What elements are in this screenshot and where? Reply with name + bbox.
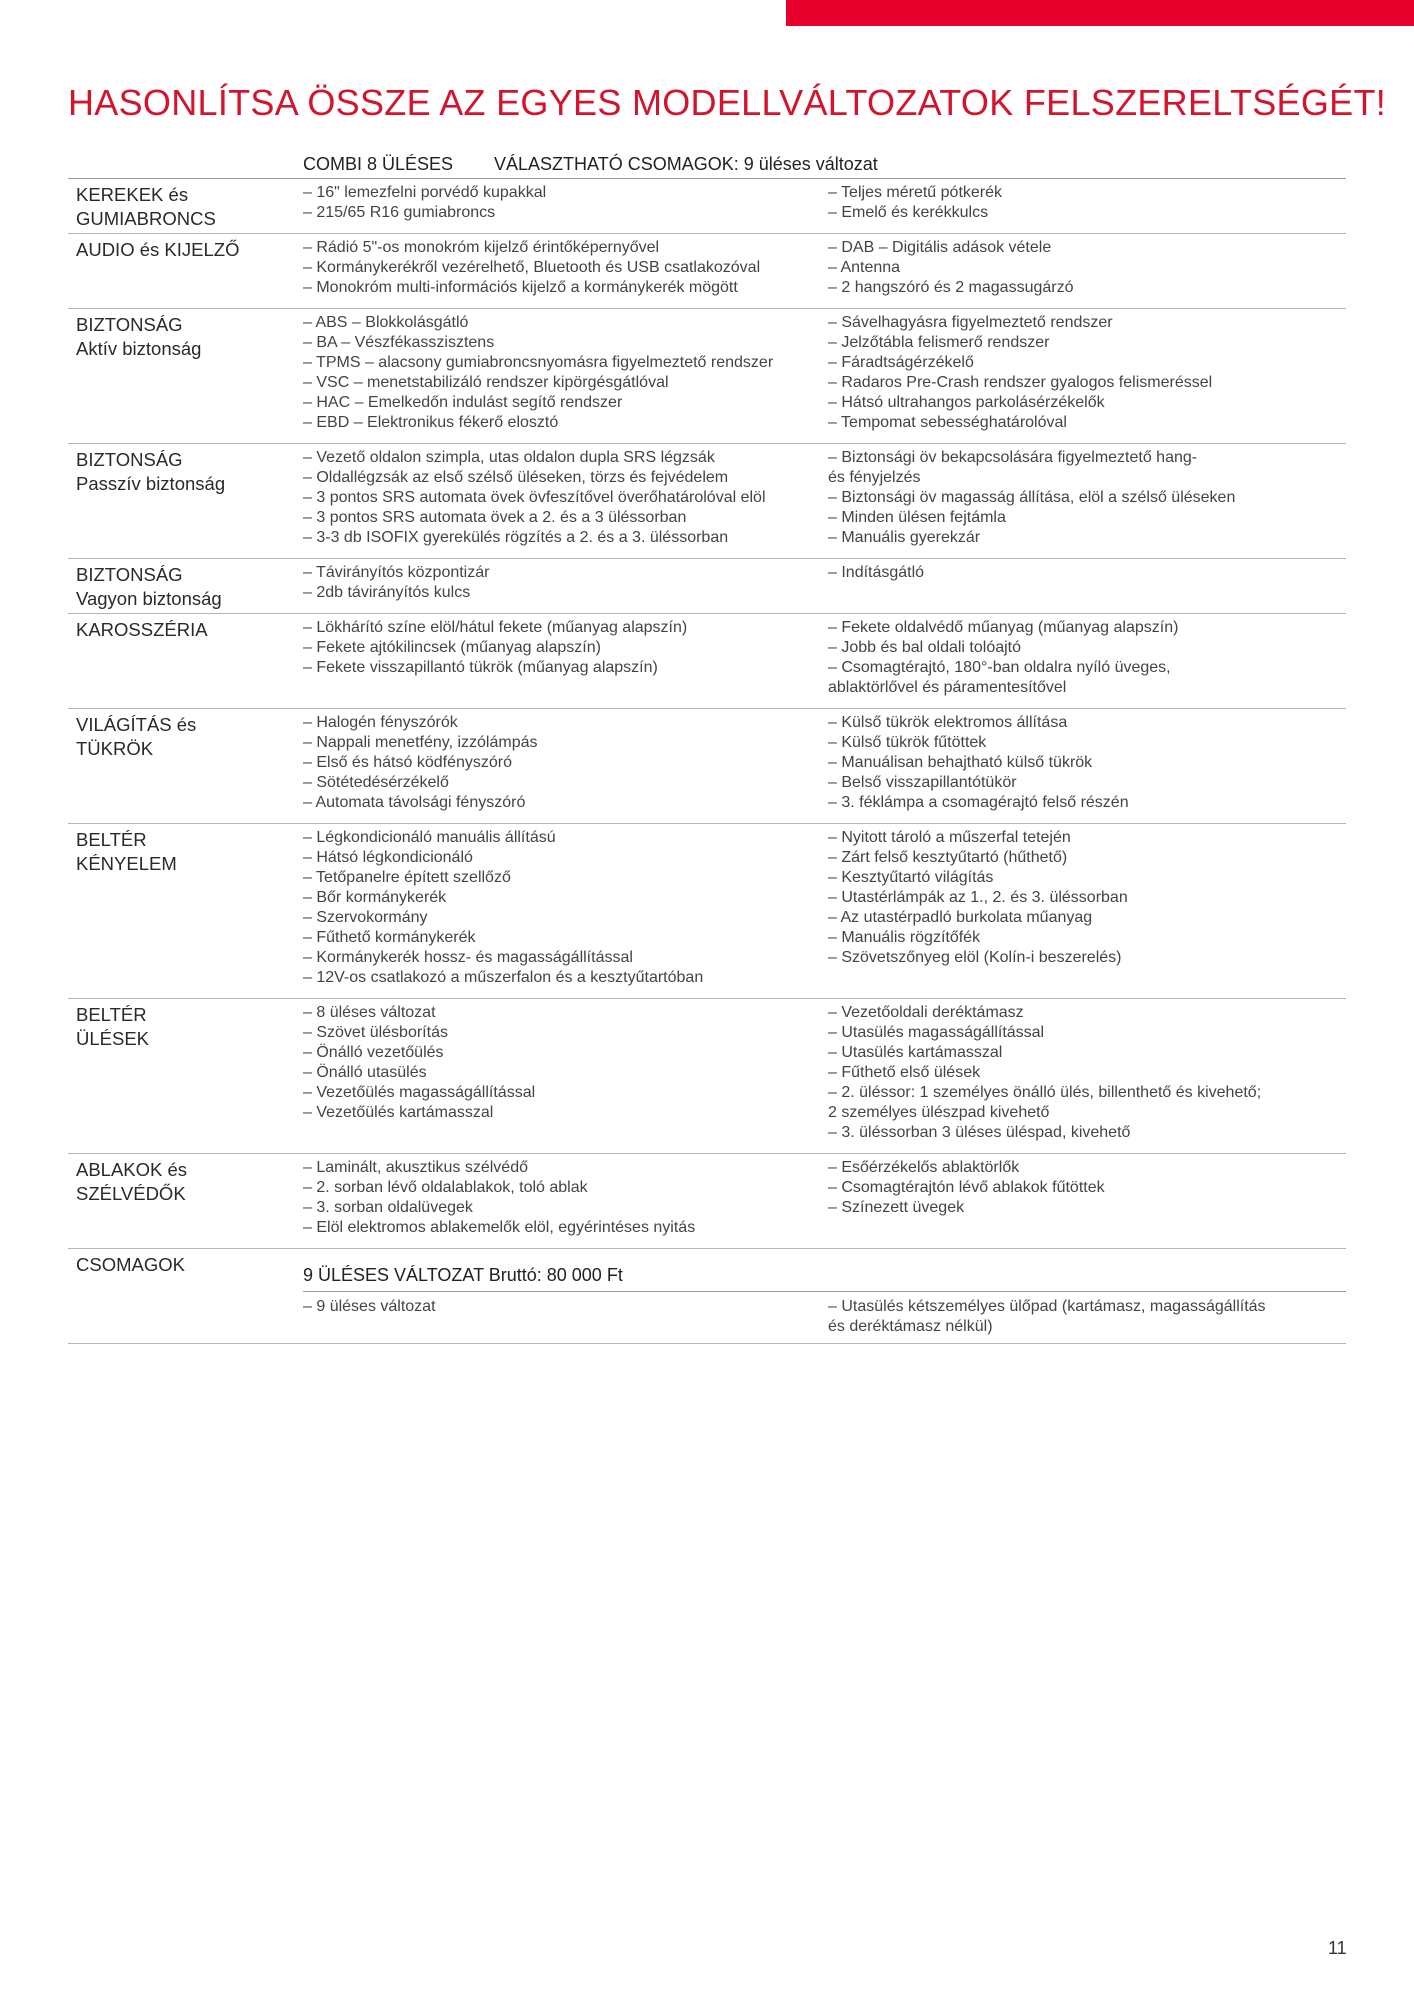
category-line: TÜKRÖK — [76, 738, 154, 759]
feature-item: – EBD – Elektronikus fékerő elosztó — [303, 414, 559, 431]
feature-item: – 2. üléssor: 1 személyes önálló ülés, billenthető és kivehető; — [828, 1084, 1262, 1101]
feature-item: – Fekete ajtókilincsek (műanyag alapszín) — [303, 639, 601, 656]
table-row — [68, 234, 1346, 309]
feature-item: – Rádió 5"-os monokróm kijelző érintőképernyővel — [303, 239, 660, 256]
category-line: AUDIO és KIJELZŐ — [76, 239, 240, 260]
category-line: KEREKEK és — [76, 184, 189, 205]
row-category — [76, 563, 222, 611]
category-line: ÜLÉSEK — [76, 1028, 150, 1049]
feature-item: – TPMS – alacsony gumiabroncsnyomásra figyelmeztető rendszer — [303, 354, 774, 371]
row-right-list — [828, 828, 1128, 968]
feature-item: – Biztonsági öv magasság állítása, elöl a szélső üléseken — [828, 489, 1236, 506]
column-header-packages: VÁLASZTHATÓ CSOMAGOK: 9 üléses változat — [494, 154, 878, 174]
feature-item: – Önálló utasülés — [303, 1064, 427, 1081]
feature-item: – Manuálisan behajtható külső tükrök — [828, 754, 1093, 771]
row-left-list — [303, 183, 546, 223]
category-line: KAROSSZÉRIA — [76, 619, 208, 640]
feature-item: – Csomagtérajtón lévő ablakok fűtöttek — [828, 1179, 1105, 1196]
table-row — [68, 309, 1346, 444]
feature-item: – Antenna — [828, 259, 901, 276]
row-category — [76, 1158, 187, 1206]
feature-item: – Hátsó légkondicionáló — [303, 849, 473, 866]
feature-item: – Sávelhagyásra figyelmeztető rendszer — [828, 314, 1113, 331]
feature-item: – Oldallégzsák az első szélső üléseken, törzs és fejvédelem — [303, 469, 729, 486]
feature-item: – 3. féklámpa a csomagérajtó felső részén — [828, 794, 1129, 811]
row-category — [76, 618, 208, 642]
feature-item: – Automata távolsági fényszóró — [303, 794, 526, 811]
feature-item: – 2db távirányítós kulcs — [303, 584, 471, 601]
feature-item: – Nyitott tároló a műszerfal tetején — [828, 829, 1071, 846]
packages-right-list — [828, 1297, 1266, 1337]
feature-item: – 3. üléssorban 3 üléses üléspad, kivehető — [828, 1124, 1131, 1141]
row-category — [76, 1003, 149, 1051]
feature-item: – Csomagtérajtó, 180°-ban oldalra nyíló üveges, — [828, 659, 1171, 676]
feature-item: – BA – Vészfékasszisztens — [303, 334, 495, 351]
column-header-combi: COMBI 8 ÜLÉSES — [303, 154, 454, 174]
row-right-list — [828, 563, 924, 583]
feature-item: – Vezetőülés kartámasszal — [303, 1104, 494, 1121]
table-row — [68, 444, 1346, 559]
feature-item: – Manuális rögzítőfék — [828, 929, 981, 946]
row-left-list — [303, 563, 489, 603]
row-left-list — [303, 828, 703, 988]
equipment-table — [68, 150, 1346, 1344]
feature-item: – Lökhárító színe elöl/hátul fekete (műanyag alapszín) — [303, 619, 688, 636]
feature-item: – Vezetőülés magasságállítással — [303, 1084, 536, 1101]
feature-item: – Emelő és kerékkulcs — [828, 204, 989, 221]
feature-item: – VSC – menetstabilizáló rendszer kipörgésgátlóval — [303, 374, 669, 391]
feature-item: – Fűthető kormánykerék — [303, 929, 476, 946]
feature-item: – Biztonsági öv bekapcsolására figyelmeztető hang- — [828, 449, 1198, 466]
feature-item: – 3 pontos SRS automata övek a 2. és a 3 üléssorban — [303, 509, 687, 526]
feature-item: – Külső tükrök fűtöttek — [828, 734, 987, 751]
feature-item: – Távirányítós központizár — [303, 564, 490, 581]
packages-heading: 9 ÜLÉSES VÁLTOZAT Bruttó: 80 000 Ft — [303, 1265, 1346, 1292]
row-left-list — [303, 713, 538, 813]
feature-item: – Zárt felső kesztyűtartó (hűthető) — [828, 849, 1068, 866]
feature-item: – Vezető oldalon szimpla, utas oldalon dupla SRS légzsák — [303, 449, 715, 466]
feature-item: – Monokróm multi-információs kijelző a kormánykerék mögött — [303, 279, 738, 296]
feature-item: – Laminált, akusztikus szélvédő — [303, 1159, 528, 1176]
category-line: BELTÉR — [76, 1004, 147, 1025]
packages-left-list — [303, 1297, 436, 1317]
feature-item: – 215/65 R16 gumiabroncs — [303, 204, 496, 221]
packages-row — [68, 1249, 1346, 1344]
table-row — [68, 179, 1346, 234]
feature-item: – Jobb és bal oldali tolóajtó — [828, 639, 1022, 656]
row-right-list — [828, 618, 1178, 698]
row-category — [76, 713, 196, 761]
table-header — [68, 150, 1346, 179]
feature-item: ablaktörlővel és páramentesítővel — [828, 679, 1067, 696]
feature-item: – Légkondicionáló manuális állítású — [303, 829, 556, 846]
feature-item: – 9 üléses változat — [303, 1298, 436, 1315]
feature-item: – 16" lemezfelni porvédő kupakkal — [303, 184, 547, 201]
category-line: Vagyon biztonság — [76, 588, 222, 609]
feature-item: – Vezetőoldali deréktámasz — [828, 1004, 1024, 1021]
feature-item: – Teljes méretű pótkerék — [828, 184, 1003, 201]
row-left-list — [303, 1003, 535, 1123]
table-rows — [68, 179, 1346, 1249]
category-line: Aktív biztonság — [76, 338, 202, 359]
feature-item: – Halogén fényszórók — [303, 714, 458, 731]
feature-item: – Esőérzékelős ablaktörlők — [828, 1159, 1020, 1176]
feature-item: – 3-3 db ISOFIX gyerekülés rögzítés a 2. és a 3. üléssorban — [303, 529, 729, 546]
feature-item: – Fekete visszapillantó tükrök (műanyag alapszín) — [303, 659, 658, 676]
feature-item: – Utasülés kartámasszal — [828, 1044, 1003, 1061]
category-line: CSOMAGOK — [76, 1254, 185, 1275]
feature-item: – Hátsó ultrahangos parkolásérzékelők — [828, 394, 1105, 411]
row-left-list — [303, 313, 773, 433]
feature-item: – Szervokormány — [303, 909, 428, 926]
feature-item: – Utasülés magasságállítással — [828, 1024, 1045, 1041]
feature-item: – Utasülés kétszemélyes ülőpad (kartámasz, magasságállítás — [828, 1298, 1266, 1315]
table-row — [68, 709, 1346, 824]
row-category — [76, 448, 225, 496]
row-left-list — [303, 238, 760, 298]
feature-item: – Bőr kormánykerék — [303, 889, 447, 906]
row-right-list — [828, 1003, 1261, 1143]
table-row — [68, 824, 1346, 999]
category-line: Passzív biztonság — [76, 473, 226, 494]
row-right-list — [828, 238, 1073, 298]
feature-item: – Szövet ülésborítás — [303, 1024, 448, 1041]
feature-item: – Radaros Pre-Crash rendszer gyalogos felismeréssel — [828, 374, 1213, 391]
feature-item: – Első és hátsó ködfényszóró — [303, 754, 513, 771]
row-category — [76, 238, 239, 262]
row-category — [76, 313, 201, 361]
feature-item: – Utastérlámpák az 1., 2. és 3. üléssorban — [828, 889, 1128, 906]
feature-item: és fényjelzés — [828, 469, 921, 486]
feature-item: – Kesztyűtartó világítás — [828, 869, 994, 886]
feature-item: – Kormánykerékről vezérelhető, Bluetooth és USB csatlakozóval — [303, 259, 761, 276]
feature-item: – Külső tükrök elektromos állítása — [828, 714, 1068, 731]
row-right-list — [828, 713, 1129, 813]
feature-item: – Jelzőtábla felismerő rendszer — [828, 334, 1050, 351]
category-line: BELTÉR — [76, 829, 147, 850]
table-row — [68, 1154, 1346, 1249]
feature-item: – Tetőpanelre épített szellőző — [303, 869, 511, 886]
row-right-list — [828, 448, 1235, 548]
feature-item: – 3 pontos SRS automata övek övfeszítővel överőhatárolóval elöl — [303, 489, 766, 506]
category-line: BIZTONSÁG — [76, 314, 183, 335]
category-line: GUMIABRONCS — [76, 208, 216, 229]
top-accent-bar — [786, 0, 1414, 26]
table-row — [68, 614, 1346, 709]
feature-item: – Az utastérpadló burkolata műanyag — [828, 909, 1093, 926]
row-right-list — [828, 313, 1212, 433]
category-line: VILÁGÍTÁS és — [76, 714, 197, 735]
feature-item: – DAB – Digitális adások vétele — [828, 239, 1052, 256]
table-row — [68, 999, 1346, 1154]
feature-item: – 12V-os csatlakozó a műszerfalon és a kesztyűtartóban — [303, 969, 704, 986]
page-number: 11 — [1328, 1938, 1347, 1958]
category-line: KÉNYELEM — [76, 853, 177, 874]
row-left-list — [303, 1158, 695, 1238]
feature-item: – Fáradtságérzékelő — [828, 354, 974, 371]
category-line: BIZTONSÁG — [76, 564, 183, 585]
feature-item: – Nappali menetfény, izzólámpás — [303, 734, 538, 751]
feature-item: – Belső visszapillantótükör — [828, 774, 1017, 791]
feature-item: – ABS – Blokkolásgátló — [303, 314, 469, 331]
row-right-list — [828, 183, 1002, 223]
row-category — [76, 183, 216, 231]
feature-item: – 8 üléses változat — [303, 1004, 436, 1021]
row-left-list — [303, 618, 687, 678]
row-left-list — [303, 448, 766, 548]
feature-item: – 3. sorban oldalüvegek — [303, 1199, 473, 1216]
table-row — [68, 559, 1346, 614]
feature-item: – Indításgátló — [828, 564, 925, 581]
packages-category — [76, 1253, 185, 1277]
feature-item: – 2 hangszóró és 2 magassugárzó — [828, 279, 1074, 296]
feature-item: – Elöl elektromos ablakemelők elöl, egyérintéses nyitás — [303, 1219, 696, 1236]
category-line: BIZTONSÁG — [76, 449, 183, 470]
feature-item: – Kormánykerék hossz- és magasságállítással — [303, 949, 633, 966]
category-line: SZÉLVÉDŐK — [76, 1183, 186, 1204]
feature-item: – 2. sorban lévő oldalablakok, toló ablak — [303, 1179, 588, 1196]
feature-item: – Önálló vezetőülés — [303, 1044, 444, 1061]
feature-item: – Manuális gyerekzár — [828, 529, 981, 546]
feature-item: – Fekete oldalvédő műanyag (műanyag alapszín) — [828, 619, 1179, 636]
feature-item: 2 személyes ülészpad kivehető — [828, 1104, 1050, 1121]
page-title: HASONLÍTSA ÖSSZE AZ EGYES MODELLVÁLTOZATOK FELSZERELTSÉGÉT! — [68, 82, 1387, 123]
feature-item: – Sötétedésérzékelő — [303, 774, 449, 791]
feature-item: – Minden ülésen fejtámla — [828, 509, 1006, 526]
feature-item: – Szövetszőnyeg elöl (Kolín-i beszerelés) — [828, 949, 1122, 966]
row-right-list — [828, 1158, 1105, 1218]
feature-item: és deréktámasz nélkül) — [828, 1318, 993, 1335]
row-category — [76, 828, 177, 876]
feature-item: – Színezett üvegek — [828, 1199, 965, 1216]
feature-item: – HAC – Emelkedőn indulást segítő rendszer — [303, 394, 623, 411]
feature-item: – Fűthető első ülések — [828, 1064, 981, 1081]
feature-item: – Tempomat sebességhatárolóval — [828, 414, 1067, 431]
category-line: ABLAKOK és — [76, 1159, 188, 1180]
